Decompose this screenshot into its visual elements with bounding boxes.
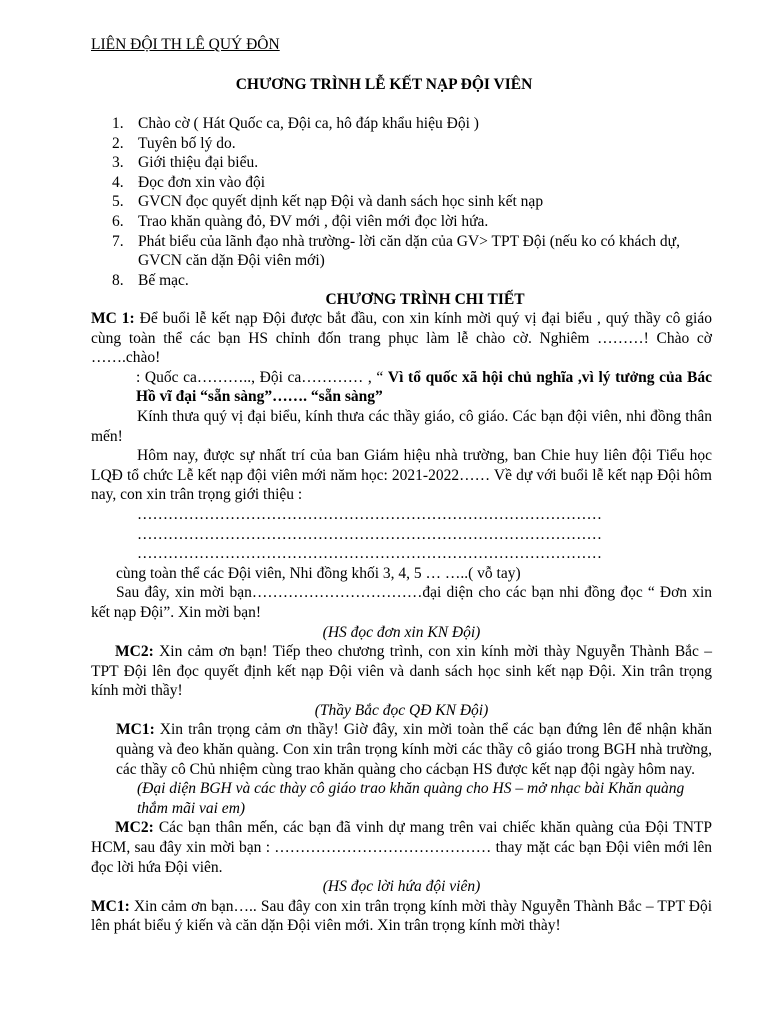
outline-item [112,212,712,232]
speaker-label: MC2: [115,819,154,837]
mc2-decision [91,642,712,701]
invite-application: Sau đây, xin mời bạn……………………………đại diện cho các bạn nhi đồng đọc “ Đơn xin kết nạp Đội”. Xin mời bạn! [91,584,712,621]
mc1-closing [91,897,712,936]
stage-note: (Đại diện BGH và các thày cô giáo trao khăn quàng cho HS – mở nhạc bài Khăn quàng thắm mãi vai em) [137,780,685,817]
outline-number: 1. [112,115,124,132]
stage-note: (HS đọc đơn xin KN Đội) [322,623,481,641]
outline-number: 7. [112,232,124,250]
speaker-label: MC 1: [91,310,135,327]
outline-item [112,232,712,271]
speech-text: Các bạn thân mến, các bạn đã vinh dự mang trên vai chiếc khăn quàng của Đội TNTP HCM, sau đây xin mời bạn : …………………………………… thay mặt các bạn Đội viên mới lên đọc lời hứa Đội viên. [91,819,712,876]
program-detail [91,309,712,936]
detail-heading: CHƯƠNG TRÌNH CHI TIẾT [325,291,525,308]
speech-text: Để buổi lễ kết nạp Đội được bắt đầu, con xin kính mời quý vị đại biểu , quý thầy cô giáo cùng toàn thể các bạn HS chỉnh đốn trang phục làm lễ chào cờ. Nghiêm ………! Chào cờ …….chào! [91,310,712,367]
program-outline [112,114,712,290]
speaker-label: MC1: [91,897,130,915]
outline-item [112,153,712,173]
speech-text: Xin trân trọng cảm ơn thầy! Giờ đây, xin mời toàn thể các bạn đứng lên để nhận khăn quàng và đeo khăn quàng. Con xin trân trọng kính mời các thầy cô giáo trong BGH nhà trường, các thầy cô Chủ nhiệm cùng trao khăn quàng cho cácbạn HS được kết nạp đội ngày hôm nay. [116,721,712,778]
outline-text: Trao khăn quàng đỏ, ĐV mới , đội viên mới đọc lời hứa. [138,212,489,230]
introduction: Hôm nay, được sự nhất trí của ban Giám hiệu nhà trường, ban Chie huy liên đội Tiểu học LQĐ tổ chức Lễ kết nạp đội viên mới năm học: 2021-2022…… Về dự với buổi lễ kết nạp Đội hôm nay, con xin trân trọng giới thiệu : [91,447,712,504]
school-header: LIÊN ĐỘI TH LÊ QUÝ ĐÔN [91,36,280,53]
outline-text: Chào cờ ( Hát Quốc ca, Đội ca, hô đáp khẩu hiệu Đội ) [138,115,479,132]
speaker-label: MC2: [115,643,154,661]
program-title: CHƯƠNG TRÌNH LỄ KẾT NẠP ĐỘI VIÊN [235,76,533,93]
outline-text: Giới thiệu đại biểu. [138,154,259,172]
outline-item [112,134,712,154]
mc2-promise [91,818,712,877]
guest-line: ……………………………………………………………………………… [137,545,602,563]
anthem-text: : Quốc ca……….., Đội ca………… , “ [136,368,388,386]
outline-number: 6. [112,212,124,230]
outline-number: 3. [112,154,124,172]
outline-number: 8. [112,271,124,289]
outline-item [112,271,712,291]
outline-item [112,192,712,212]
slogan-text: Vì tổ quốc xã hội chủ nghĩa ,vì lý tưởng của Bác Hồ vĩ đại “sẵn sàng”……. “sẵn sàng” [136,368,713,406]
guest-line: ……………………………………………………………………………… [137,525,602,543]
outline-number: 2. [112,134,124,152]
outline-number: 5. [112,193,124,211]
outline-number: 4. [112,173,124,191]
guest-line: ……………………………………………………………………………… [137,505,602,523]
speech-text: Xin cảm ơn bạn! Tiếp theo chương trình, con xin kính mời thày Nguyễn Thành Bắc – TPT Đội lên đọc quyết định kết nạp Đội viên và danh sách học sinh kết nạp Đội. Xin trân trọng kính mời thầy! [91,643,712,700]
outline-item [112,173,712,193]
outline-text: Tuyên bố lý do. [138,134,236,152]
outline-text: Phát biểu của lãnh đạo nhà trường- lời căn dặn của GV> TPT Đội (nếu ko có khách dự, GVCN căn dặn Đội viên mới) [138,232,680,270]
all-members-line: cùng toàn thể các Đội viên, Nhi đồng khối 3, 4, 5 … …..( vỗ tay) [116,564,521,582]
anthem-line [136,368,712,407]
stage-note: (HS đọc lời hứa đội viên) [322,878,481,896]
mc1-scarf [116,720,712,779]
stage-note: (Thầy Bắc đọc QĐ KN Đội) [314,701,489,719]
outline-text: GVCN đọc quyết dịnh kết nạp Đội và danh sách học sinh kết nạp [138,193,544,211]
outline-item [112,114,712,134]
outline-text: Bế mạc. [138,271,189,289]
outline-text: Đọc đơn xin vào đội [138,173,266,191]
speaker-label: MC1: [116,721,155,739]
mc1-opening [91,309,712,368]
greeting: Kính thưa quý vị đại biểu, kính thưa các thầy giáo, cô giáo. Các bạn đội viên, nhi đồng thân mến! [91,407,712,445]
speech-text: Xin cảm ơn bạn….. Sau đây con xin trân trọng kính mời thày Nguyễn Thành Bắc – TPT Đội lên phát biểu ý kiến và căn dặn Đội viên mới. Xin trân trọng kính mời thày! [91,897,712,935]
